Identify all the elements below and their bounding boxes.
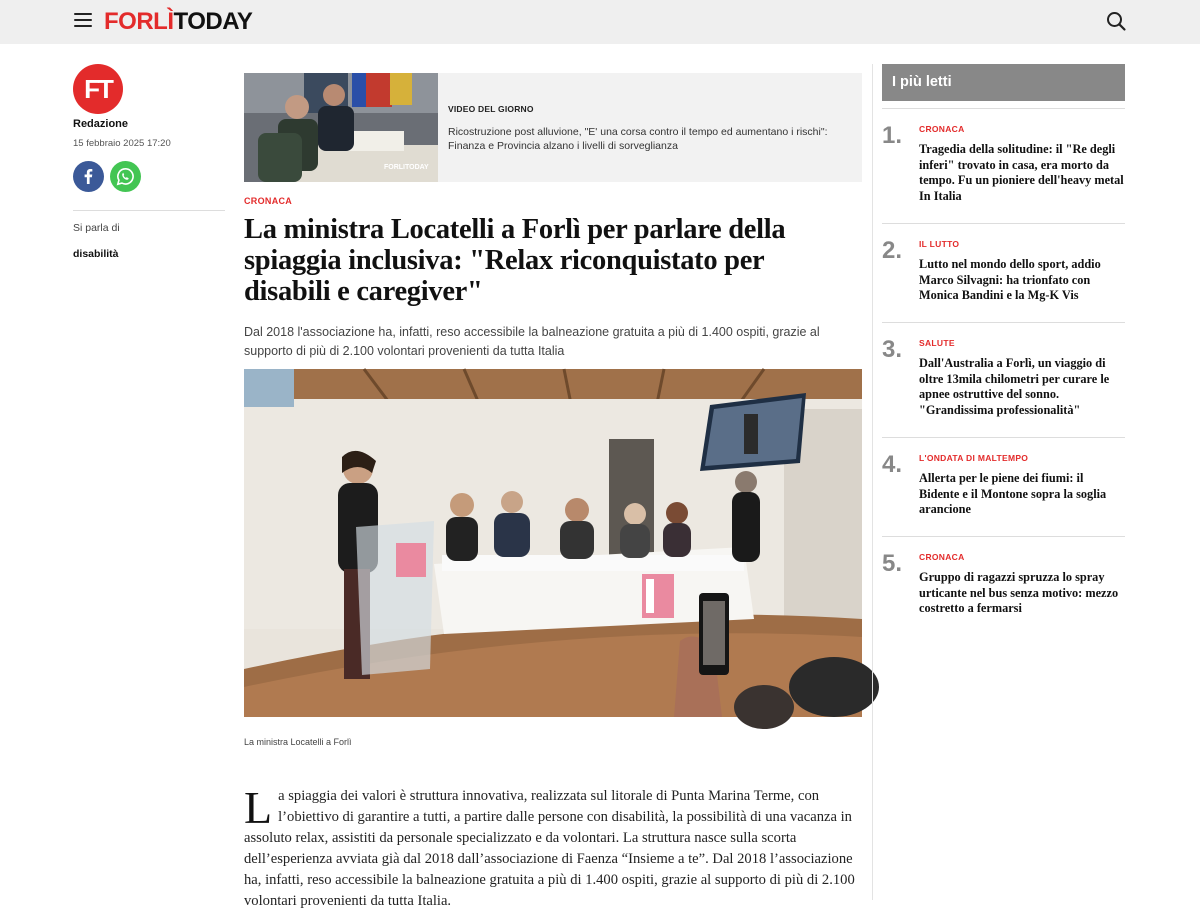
left-divider: [73, 210, 225, 211]
article-body-text: a spiaggia dei valori è struttura innovativa, realizzata sul litorale di Punta Marina Terme, con l’obiettivo di garantire a tutti, a partire dalle persone con disabilità, la possibilità di una vacanza in assoluto relax, assistiti da personale specializzato e da volontari. La struttura nasce sulla scorta dell’esperienza avviata già dal 2018 dall’associazione di Faenza “Insieme a te”. Dal 2018 l’associazione ha, infatti, reso accessibile la balneazione gratuita a più di 1.400 ospiti, grazie al supporto di più di 2.100 volontari provenienti da tutta Italia.: [244, 788, 855, 909]
most-read-category[interactable]: SALUTE: [919, 338, 955, 348]
topics-label: Si parla di: [73, 222, 120, 234]
most-read-rank: 2.: [882, 237, 903, 264]
photo-caption: La ministra Locatelli a Forlì: [244, 737, 352, 747]
most-read-header: [882, 64, 1125, 101]
article-dropcap: L: [244, 782, 273, 833]
article-body: [244, 782, 858, 912]
most-read-divider: [882, 322, 1125, 323]
article-photo-image: [244, 369, 862, 717]
publish-date: 15 febbraio 2025 17:20: [73, 138, 171, 149]
most-read-category[interactable]: CRONACA: [919, 124, 965, 134]
most-read-rank: 3.: [882, 336, 903, 363]
topic-tag[interactable]: disabilità: [73, 248, 119, 260]
most-read-divider: [882, 437, 1125, 438]
article-category[interactable]: CRONACA: [244, 196, 293, 206]
most-read-category[interactable]: CRONACA: [919, 552, 965, 562]
share-facebook-button[interactable]: [73, 161, 104, 192]
most-read-title-link[interactable]: Allerta per le piene dei fiumi: il Bidente e il Montone sopra la soglia arancione: [919, 471, 1107, 516]
site-header: [0, 0, 1200, 44]
author-name[interactable]: Redazione: [73, 118, 129, 130]
facebook-icon: [79, 167, 98, 186]
most-read-title: I più letti: [892, 74, 952, 90]
rail-divider: [872, 64, 873, 900]
video-label: VIDEO DEL GIORNO: [448, 104, 534, 114]
share-whatsapp-button[interactable]: [110, 161, 141, 192]
most-read-title-link[interactable]: Lutto nel mondo dello sport, addio Marco Silvagni: ha trionfato con Monica Bandini e la Mg-K Vis: [919, 257, 1101, 302]
most-read-divider: [882, 223, 1125, 224]
search-icon[interactable]: [1106, 11, 1126, 31]
logo-part-1: FORLÌ: [104, 8, 174, 35]
most-read-divider: [882, 536, 1125, 537]
most-read-title-link[interactable]: Gruppo di ragazzi spruzza lo spray urticante nel bus senza motivo: mezzo costretto a fermarsi: [919, 570, 1119, 615]
most-read-rank: 1.: [882, 122, 903, 149]
most-read-rank: 4.: [882, 451, 903, 478]
article-headline: La ministra Locatelli a Forlì per parlare della spiaggia inclusiva: "Relax riconquistato per disabili e caregiver": [244, 214, 786, 307]
video-thumbnail[interactable]: [244, 73, 438, 182]
most-read-title-link[interactable]: Tragedia della solitudine: il "Re degli inferi" trovato in casa, era morto da tempo. Fu un pioniere dell'heavy metal In Italia: [919, 142, 1124, 203]
article-photo[interactable]: [244, 369, 862, 717]
most-read-category[interactable]: L'ONDATA DI MALTEMPO: [919, 453, 1029, 463]
site-logo[interactable]: [104, 9, 252, 35]
hamburger-menu-icon[interactable]: [74, 13, 92, 29]
most-read-category[interactable]: IL LUTTO: [919, 239, 960, 249]
video-title[interactable]: Ricostruzione post alluvione, "E' una corsa contro il tempo ed aumentano i rischi": Finanza e Provincia alzano i livelli di sorveglianza: [448, 126, 828, 152]
most-read-title-link[interactable]: Dall'Australia a Forlì, un viaggio di oltre 13mila chilometri per curare le apnee ostruttive del sonno. "Grandissima professionalità": [919, 356, 1110, 417]
author-avatar[interactable]: FT: [73, 64, 123, 114]
video-thumbnail-watermark: FORLITODAY: [384, 164, 429, 171]
video-of-the-day[interactable]: [244, 73, 862, 182]
logo-part-2: TODAY: [173, 8, 253, 35]
article-summary: Dal 2018 l'associazione ha, infatti, reso accessibile la balneazione gratuita a più di 1.400 ospiti, grazie al supporto di più di 2.100 volontari provenienti da tutta Italia: [244, 325, 820, 358]
most-read-divider: [882, 108, 1125, 109]
most-read-rank: 5.: [882, 550, 903, 577]
whatsapp-icon: [116, 167, 135, 186]
